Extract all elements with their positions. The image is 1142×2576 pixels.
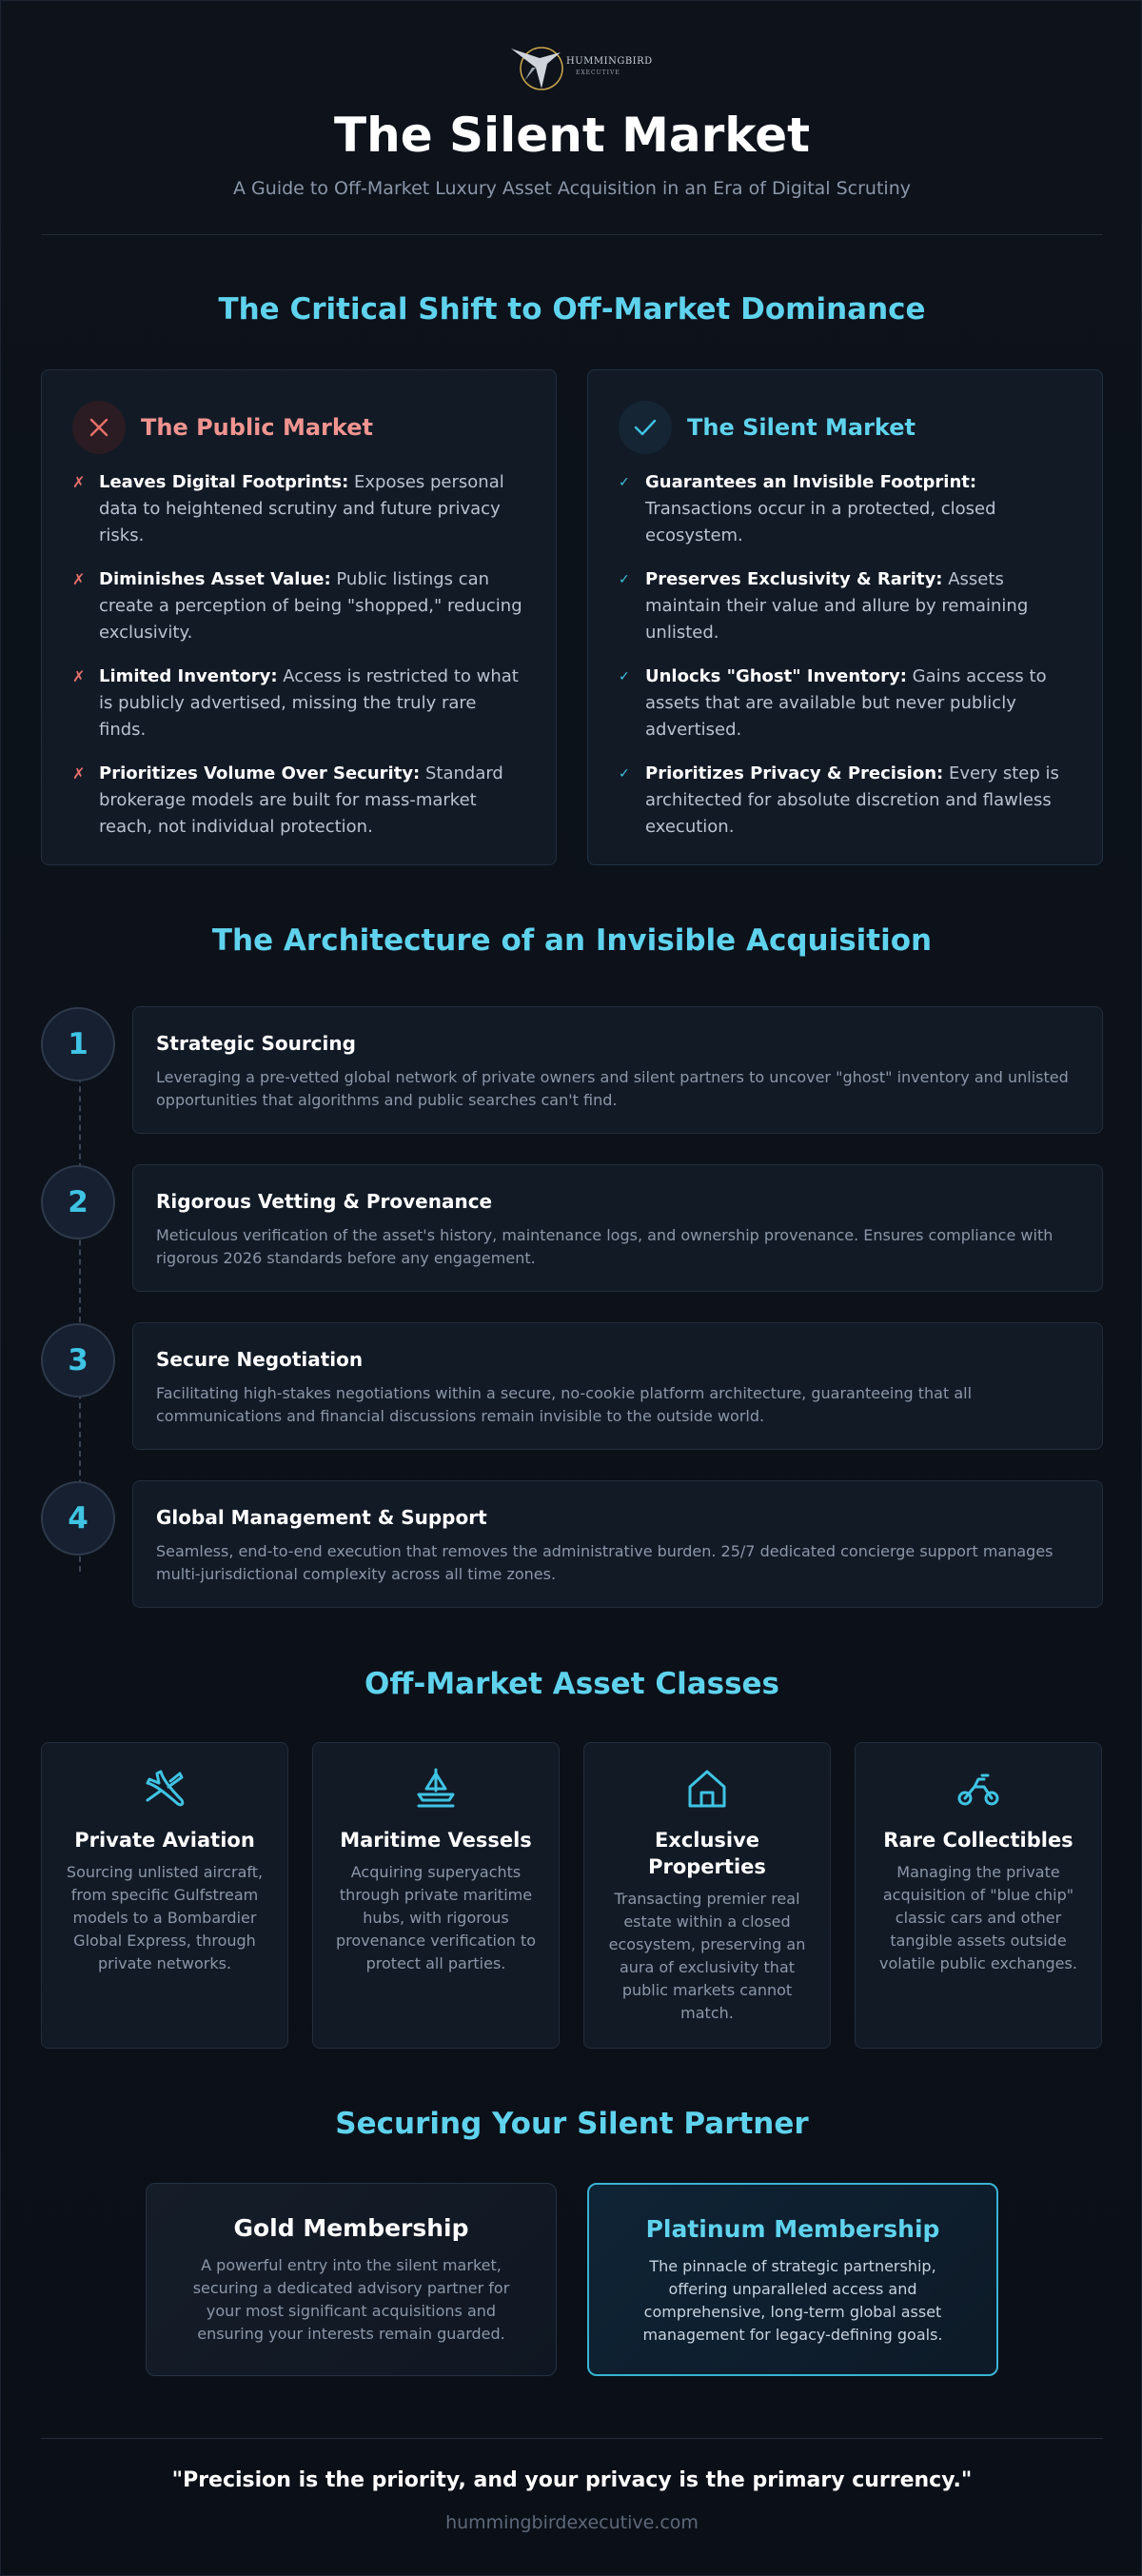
architecture-section-title: The Architecture of an Invisible Acquisition bbox=[211, 923, 933, 958]
hummingbird-logo-icon bbox=[503, 39, 640, 98]
asset-description: Managing the private acquisition of "blue chip" classic cars and other tangible assets outside volatile public exchanges. bbox=[879, 1863, 1077, 1972]
assets-section-title: Off-Market Asset Classes bbox=[364, 1667, 779, 1701]
silent-market-title: The Silent Market bbox=[687, 414, 916, 441]
gold-membership-description: A powerful entry into the silent market, securing a dedicated advisory partner for your most significant acquisitions and ensuring your interests remain guarded. bbox=[192, 2256, 510, 2343]
x-icon bbox=[72, 401, 126, 454]
asset-card-aviation bbox=[41, 1742, 288, 2049]
step-description: Leveraging a pre-vetted global network of private owners and silent partners to uncover "ghost" inventory and unlisted opportunities that algorithms and public searches can't find. bbox=[156, 1068, 1069, 1109]
shift-section-title: The Critical Shift to Off-Market Dominance bbox=[218, 292, 926, 327]
cross-mark-icon: ✗ bbox=[72, 473, 86, 491]
platinum-membership-title: Platinum Membership bbox=[645, 2215, 940, 2243]
asset-card-maritime bbox=[312, 1742, 560, 2049]
check-mark-icon: ✓ bbox=[619, 572, 630, 587]
list-item: ✗ Leaves Digital Footprints: Exposes personal data to heightened scrutiny and future privacy risks. bbox=[72, 469, 527, 549]
asset-description: Sourcing unlisted aircraft, from specific Gulfstream models to a Bombardier Global Express, through private networks. bbox=[66, 1863, 264, 1972]
step-number: 4 bbox=[41, 1481, 115, 1556]
public-market-list bbox=[72, 469, 527, 858]
check-mark-icon: ✓ bbox=[619, 475, 630, 490]
step-title: Global Management & Support bbox=[156, 1506, 487, 1529]
check-mark-icon: ✓ bbox=[619, 669, 630, 684]
motorcycle-icon bbox=[856, 1766, 1101, 1812]
step-title: Strategic Sourcing bbox=[156, 1032, 356, 1055]
house-icon bbox=[584, 1766, 830, 1812]
page-subtitle: A Guide to Off-Market Luxury Asset Acquisition in an Era of Digital Scrutiny bbox=[233, 178, 911, 199]
asset-description: Transacting premier real estate within a closed ecosystem, preserving an aura of exclusivity that public markets cannot match. bbox=[608, 1890, 806, 2022]
asset-card-collectibles bbox=[855, 1742, 1102, 2049]
logo-subtext: EXECUTIVE bbox=[576, 69, 620, 76]
step-number: 3 bbox=[41, 1323, 115, 1397]
step-number: 1 bbox=[41, 1007, 115, 1081]
step-card bbox=[132, 1006, 1103, 1134]
step-description: Meticulous verification of the asset's history, maintenance logs, and ownership provenance. Ensures compliance with rigorous 2026 standards before any engagement. bbox=[156, 1226, 1053, 1267]
step-title: Rigorous Vetting & Provenance bbox=[156, 1190, 493, 1213]
step-card bbox=[132, 1164, 1103, 1292]
asset-title: Exclusive Properties bbox=[648, 1829, 766, 1878]
step-card bbox=[132, 1480, 1103, 1608]
footer-url-link[interactable]: hummingbirdexecutive.com bbox=[445, 2512, 699, 2533]
asset-title: Rare Collectibles bbox=[883, 1829, 1073, 1852]
step-number: 2 bbox=[41, 1165, 115, 1239]
gold-membership-card[interactable] bbox=[146, 2183, 557, 2376]
platinum-membership-card[interactable] bbox=[587, 2183, 998, 2376]
check-mark-icon: ✓ bbox=[619, 766, 630, 782]
asset-title: Maritime Vessels bbox=[340, 1829, 532, 1852]
divider bbox=[41, 234, 1103, 235]
list-item: ✓ Prioritizes Privacy & Precision: Every step is architected for absolute discretion and flawless execution. bbox=[619, 761, 1073, 841]
step-description: Seamless, end-to-end execution that removes the administrative burden. 25/7 dedicated concierge support manages multi-jurisdictional complexity across all time zones. bbox=[156, 1542, 1053, 1583]
asset-title: Private Aviation bbox=[74, 1829, 255, 1852]
asset-card-properties bbox=[583, 1742, 831, 2049]
platinum-membership-description: The pinnacle of strategic partnership, offering unparalleled access and comprehensive, long-term global asset management for legacy-defining goals. bbox=[642, 2257, 943, 2344]
silent-market-list bbox=[619, 469, 1073, 858]
public-market-card bbox=[41, 369, 557, 865]
list-item: ✗ Limited Inventory: Access is restricted to what is publicly advertised, missing the truly rare finds. bbox=[72, 664, 527, 743]
ship-icon bbox=[313, 1766, 559, 1812]
list-item: ✗ Diminishes Asset Value: Public listings can create a perception of being "shopped," reducing exclusivity. bbox=[72, 566, 527, 646]
partner-section-title: Securing Your Silent Partner bbox=[335, 2107, 809, 2141]
list-item: ✗ Prioritizes Volume Over Security: Standard brokerage models are built for mass-market reach, not individual protection. bbox=[72, 761, 527, 841]
step-description: Facilitating high-stakes negotiations within a secure, no-cookie platform architecture, guaranteeing that all communications and financial discussions remain invisible to the outside world. bbox=[156, 1384, 973, 1425]
step-card bbox=[132, 1322, 1103, 1450]
footer-quote: "Precision is the priority, and your privacy is the primary currency." bbox=[171, 2468, 973, 2492]
silent-market-card bbox=[587, 369, 1103, 865]
divider bbox=[41, 2438, 1103, 2439]
check-icon bbox=[619, 401, 672, 454]
gold-membership-title: Gold Membership bbox=[233, 2214, 469, 2242]
list-item: ✓ Unlocks "Ghost" Inventory: Gains access to assets that are available but never publicly advertised. bbox=[619, 664, 1073, 743]
plane-icon bbox=[42, 1766, 287, 1812]
step-title: Secure Negotiation bbox=[156, 1348, 364, 1371]
cross-mark-icon: ✗ bbox=[72, 570, 86, 588]
logo-text: HUMMINGBIRD bbox=[566, 56, 653, 67]
asset-description: Acquiring superyachts through private maritime hubs, with rigorous provenance verification to protect all parties. bbox=[335, 1863, 537, 1972]
page-title: The Silent Market bbox=[334, 108, 810, 163]
hummingbird-logo bbox=[503, 39, 653, 98]
cross-mark-icon: ✗ bbox=[72, 764, 86, 783]
list-item: ✓ Guarantees an Invisible Footprint: Transactions occur in a protected, closed ecosystem. bbox=[619, 469, 1073, 549]
cross-mark-icon: ✗ bbox=[72, 667, 86, 685]
public-market-title: The Public Market bbox=[141, 414, 373, 441]
list-item: ✓ Preserves Exclusivity & Rarity: Assets maintain their value and allure by remaining unlisted. bbox=[619, 566, 1073, 646]
